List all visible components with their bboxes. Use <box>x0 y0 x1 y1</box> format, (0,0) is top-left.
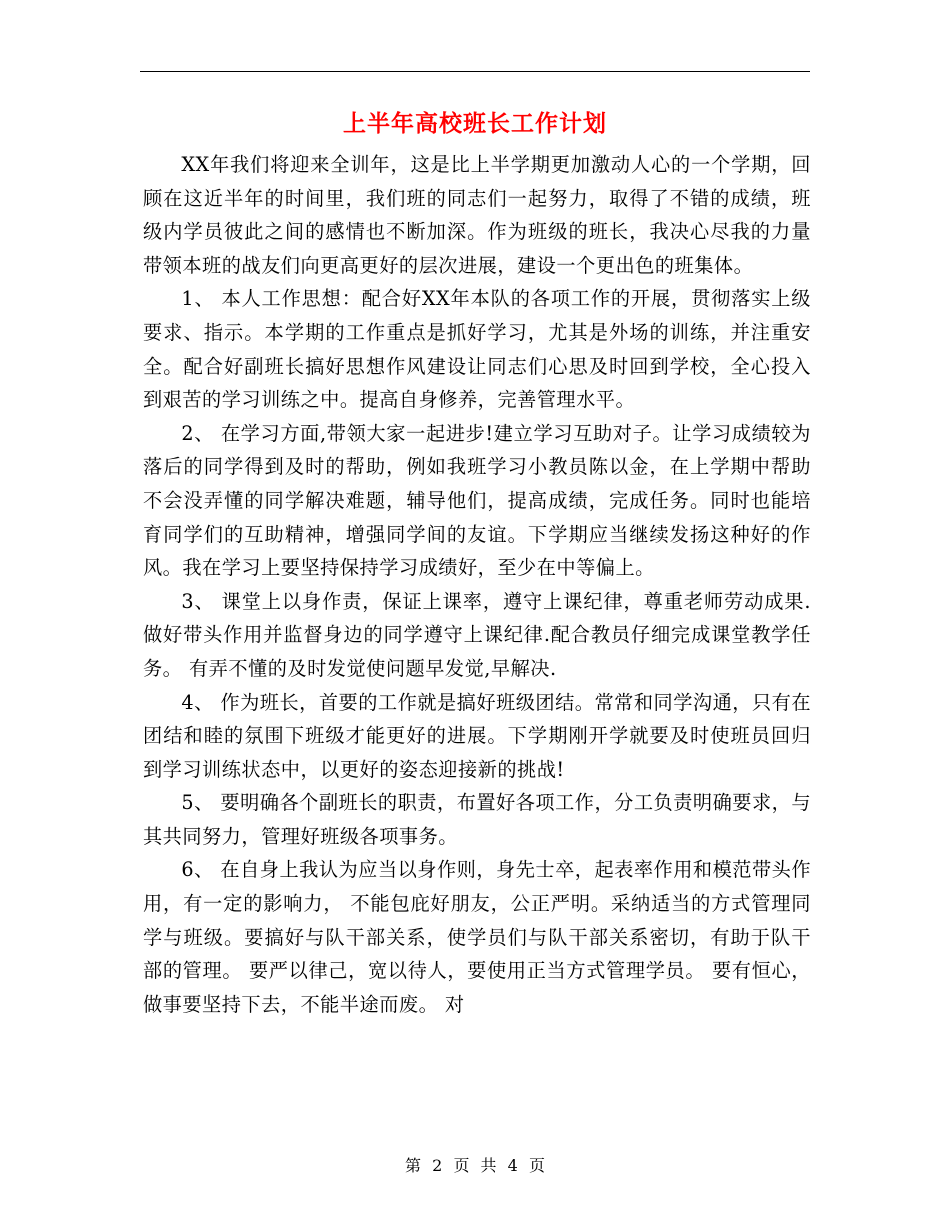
footer-page-number: 2 <box>432 1156 443 1175</box>
paragraph-item-6: 6、 在自身上我认为应当以身作则，身先士卒，起表率作用和模范带头作用，有一定的影响力， 不能包庇好朋友，公正严明。采纳适当的方式管理同学与班级。要搞好与队干部关系，使学员们与队干部关系密切，有助于队干部的管理。 要严以律己，宽以待人，要使用正当方式管理学员。 要有恒心，做事要坚持下去，不能半途而废。 对 <box>143 858 812 1016</box>
paragraph-intro: XX年我们将迎来全训年，这是比上半学期更加激动人心的一个学期，回顾在这近半年的时间里，我们班的同志们一起努力，取得了不错的成绩，班级内学员彼此之间的感情也不断加深。作为班级的班长，我决心尽我的力量带领本班的战友们向更高更好的层次进展，建设一个更出色的班集体。 <box>143 153 811 277</box>
paragraph-item-5: 5、 要明确各个副班长的职责，布置好各项工作，分工负责明确要求，与其共同努力，管理好班级各项事务。 <box>143 791 812 848</box>
footer-total-pages: 4 <box>507 1156 518 1175</box>
footer-total-prefix: 共 <box>480 1156 497 1175</box>
page-footer <box>0 1154 950 1178</box>
footer-prefix: 第 <box>405 1156 422 1175</box>
paragraph-item-4: 4、 作为班长，首要的工作就是搞好班级团结。常常和同学沟通，只有在团结和睦的氛围下班级才能更好的进展。下学期刚开学就要及时使班员回归到学习训练状态中，以更好的姿态迎接新的挑战! <box>143 690 812 781</box>
paragraph-item-2: 2、 在学习方面,带领大家一起进步!建立学习互助对子。让学习成绩较为落后的同学得到及时的帮助，例如我班学习小教员陈以金，在上学期中帮助不会没弄懂的同学解决难题，辅导他们，提高成绩，完成任务。同时也能培育同学们的互助精神，增强同学间的友谊。下学期应当继续发扬这种好的作风。我在学习上要坚持保持学习成绩好，至少在中等偏上。 <box>143 421 811 580</box>
footer-page-unit: 页 <box>453 1156 470 1175</box>
paragraph-item-3: 3、 课堂上以身作责，保证上课率，遵守上课纪律，尊重老师劳动成果.做好带头作用并监督身边的同学遵守上课纪律.配合教员仔细完成课堂教学任务。 有弄不懂的及时发觉使问题早发觉,早解决. <box>143 589 811 680</box>
document-title: 上半年高校班长工作计划 <box>343 110 607 137</box>
header-rule <box>140 71 810 72</box>
paragraph-item-1: 1、 本人工作思想：配合好XX年本队的各项工作的开展，贯彻落实上级要求、指示。本学期的工作重点是抓好学习，尤其是外场的训练，并注重安全。配合好副班长搞好思想作风建设让同志们心思及时回到学校，全心投入到艰苦的学习训练之中。提高自身修养，完善管理水平。 <box>143 287 811 412</box>
footer-total-unit: 页 <box>528 1156 545 1175</box>
document-body <box>143 148 811 1021</box>
